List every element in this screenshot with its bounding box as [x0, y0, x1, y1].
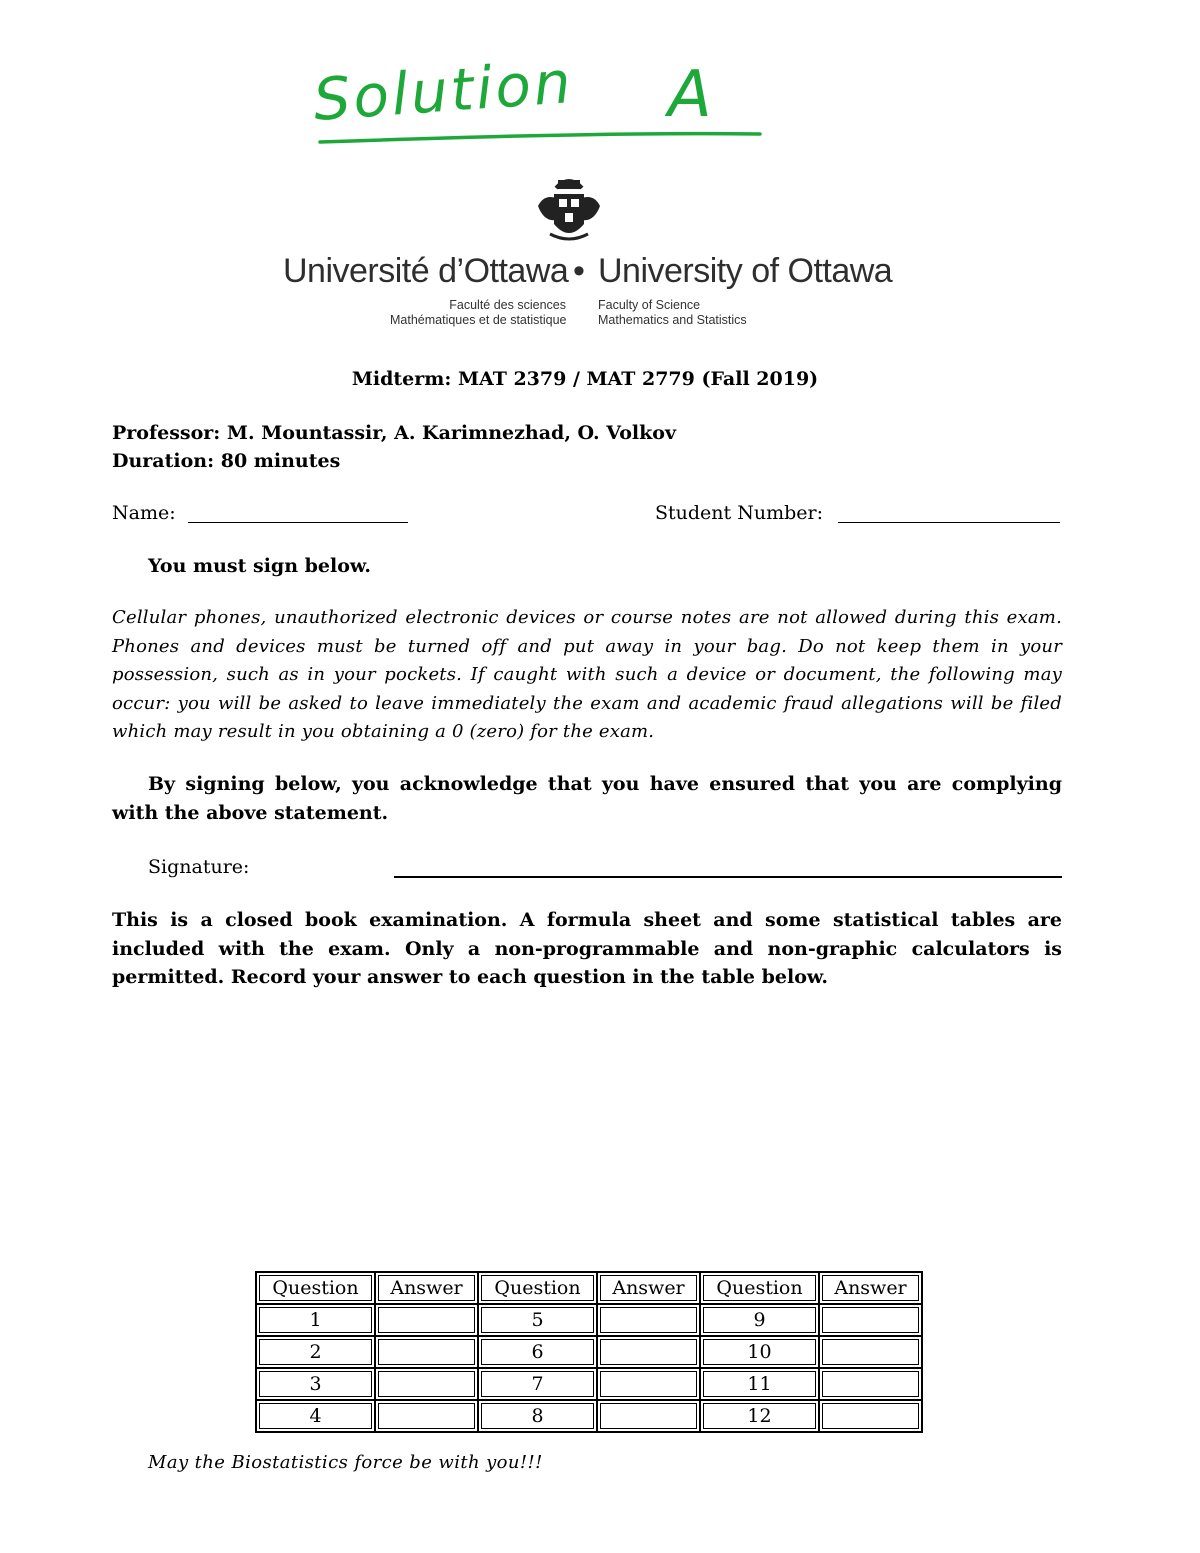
- question-number-cell: 6: [478, 1336, 597, 1368]
- table-header-row: [256, 1272, 922, 1304]
- question-number-cell: 9: [700, 1304, 819, 1336]
- university-name-english: University of Ottawa: [598, 252, 893, 290]
- question-number-cell: 7: [478, 1368, 597, 1400]
- table-row: [256, 1400, 922, 1432]
- closing-motto: May the Biostatistics force be with you!!!: [148, 1452, 543, 1473]
- faculty-en-line-2: Mathematics and Statistics: [598, 313, 747, 327]
- signature-label: Signature:: [148, 856, 250, 878]
- table-header-cell: Answer: [819, 1272, 922, 1304]
- faculty-fr-line-2: Mathématiques et de statistique: [390, 313, 567, 327]
- question-number-cell: 10: [700, 1336, 819, 1368]
- student-number-field[interactable]: [838, 522, 1060, 523]
- faculty-english: [598, 298, 747, 328]
- exam-title: Midterm: MAT 2379 / MAT 2779 (Fall 2019): [351, 368, 819, 390]
- answer-cell[interactable]: [597, 1304, 700, 1336]
- student-number-label: Student Number:: [655, 502, 823, 524]
- faculty-en-line-1: Faculty of Science: [598, 298, 701, 312]
- handwritten-version-letter: A: [668, 58, 712, 132]
- answer-cell[interactable]: [597, 1336, 700, 1368]
- professor-line: Professor: M. Mountassir, A. Karimnezhad, O. Volkov: [112, 422, 676, 444]
- question-number-cell: 3: [256, 1368, 375, 1400]
- question-number-cell: 1: [256, 1304, 375, 1336]
- answer-cell[interactable]: [819, 1304, 922, 1336]
- table-header-cell: Question: [478, 1272, 597, 1304]
- question-number-cell: 4: [256, 1400, 375, 1432]
- answer-cell[interactable]: [819, 1368, 922, 1400]
- answer-cell[interactable]: [375, 1368, 478, 1400]
- faculty-fr-line-1: Faculté des sciences: [449, 298, 566, 312]
- name-label: Name:: [112, 502, 176, 524]
- answer-cell[interactable]: [597, 1400, 700, 1432]
- university-name-french: Université d’Ottawa: [283, 252, 569, 290]
- must-sign-notice: You must sign below.: [148, 555, 371, 577]
- handwritten-underline: [318, 126, 764, 148]
- answer-cell[interactable]: [819, 1336, 922, 1368]
- university-crest-icon: [536, 172, 602, 248]
- closed-book-paragraph: This is a closed book examination. A formula sheet and some statistical tables are included with the exam. Only a non-programmable and non-graphic calculators is permitted. Record your answer to each question in the table below.: [112, 909, 1062, 989]
- handwritten-solution: Solution: [311, 48, 576, 135]
- name-separator: •: [573, 252, 585, 290]
- table-row: [256, 1336, 922, 1368]
- table-row: [256, 1304, 922, 1336]
- answer-cell[interactable]: [597, 1368, 700, 1400]
- question-number-cell: 12: [700, 1400, 819, 1432]
- question-number-cell: 2: [256, 1336, 375, 1368]
- table-header-cell: Question: [700, 1272, 819, 1304]
- signature-field[interactable]: [394, 876, 1062, 878]
- answer-cell[interactable]: [819, 1400, 922, 1432]
- table-header-cell: Answer: [597, 1272, 700, 1304]
- answer-table: [255, 1271, 923, 1433]
- question-number-cell: 11: [700, 1368, 819, 1400]
- name-field[interactable]: [188, 522, 408, 523]
- question-number-cell: 5: [478, 1304, 597, 1336]
- answer-cell[interactable]: [375, 1400, 478, 1432]
- faculty-french: [390, 298, 566, 328]
- table-header-cell: Answer: [375, 1272, 478, 1304]
- answer-cell[interactable]: [375, 1336, 478, 1368]
- device-warning-paragraph: Cellular phones, unauthorized electronic devices or course notes are not allowed during this exam. Phones and devices must be turned off and put away in your bag. Do not keep them in your possession, such as in your pockets. If caught with such a device or document, the following may occur: you will be asked to leave immediately the exam and academic fraud allegations will be filed which may result in you obtaining a 0 (zero) for the exam.: [112, 607, 1062, 743]
- duration-line: Duration: 80 minutes: [112, 450, 341, 472]
- answer-cell[interactable]: [375, 1304, 478, 1336]
- table-header-cell: Question: [256, 1272, 375, 1304]
- acknowledgement-paragraph: By signing below, you acknowledge that you have ensured that you are complying with the above statement.: [112, 773, 1062, 824]
- question-number-cell: 8: [478, 1400, 597, 1432]
- table-row: [256, 1368, 922, 1400]
